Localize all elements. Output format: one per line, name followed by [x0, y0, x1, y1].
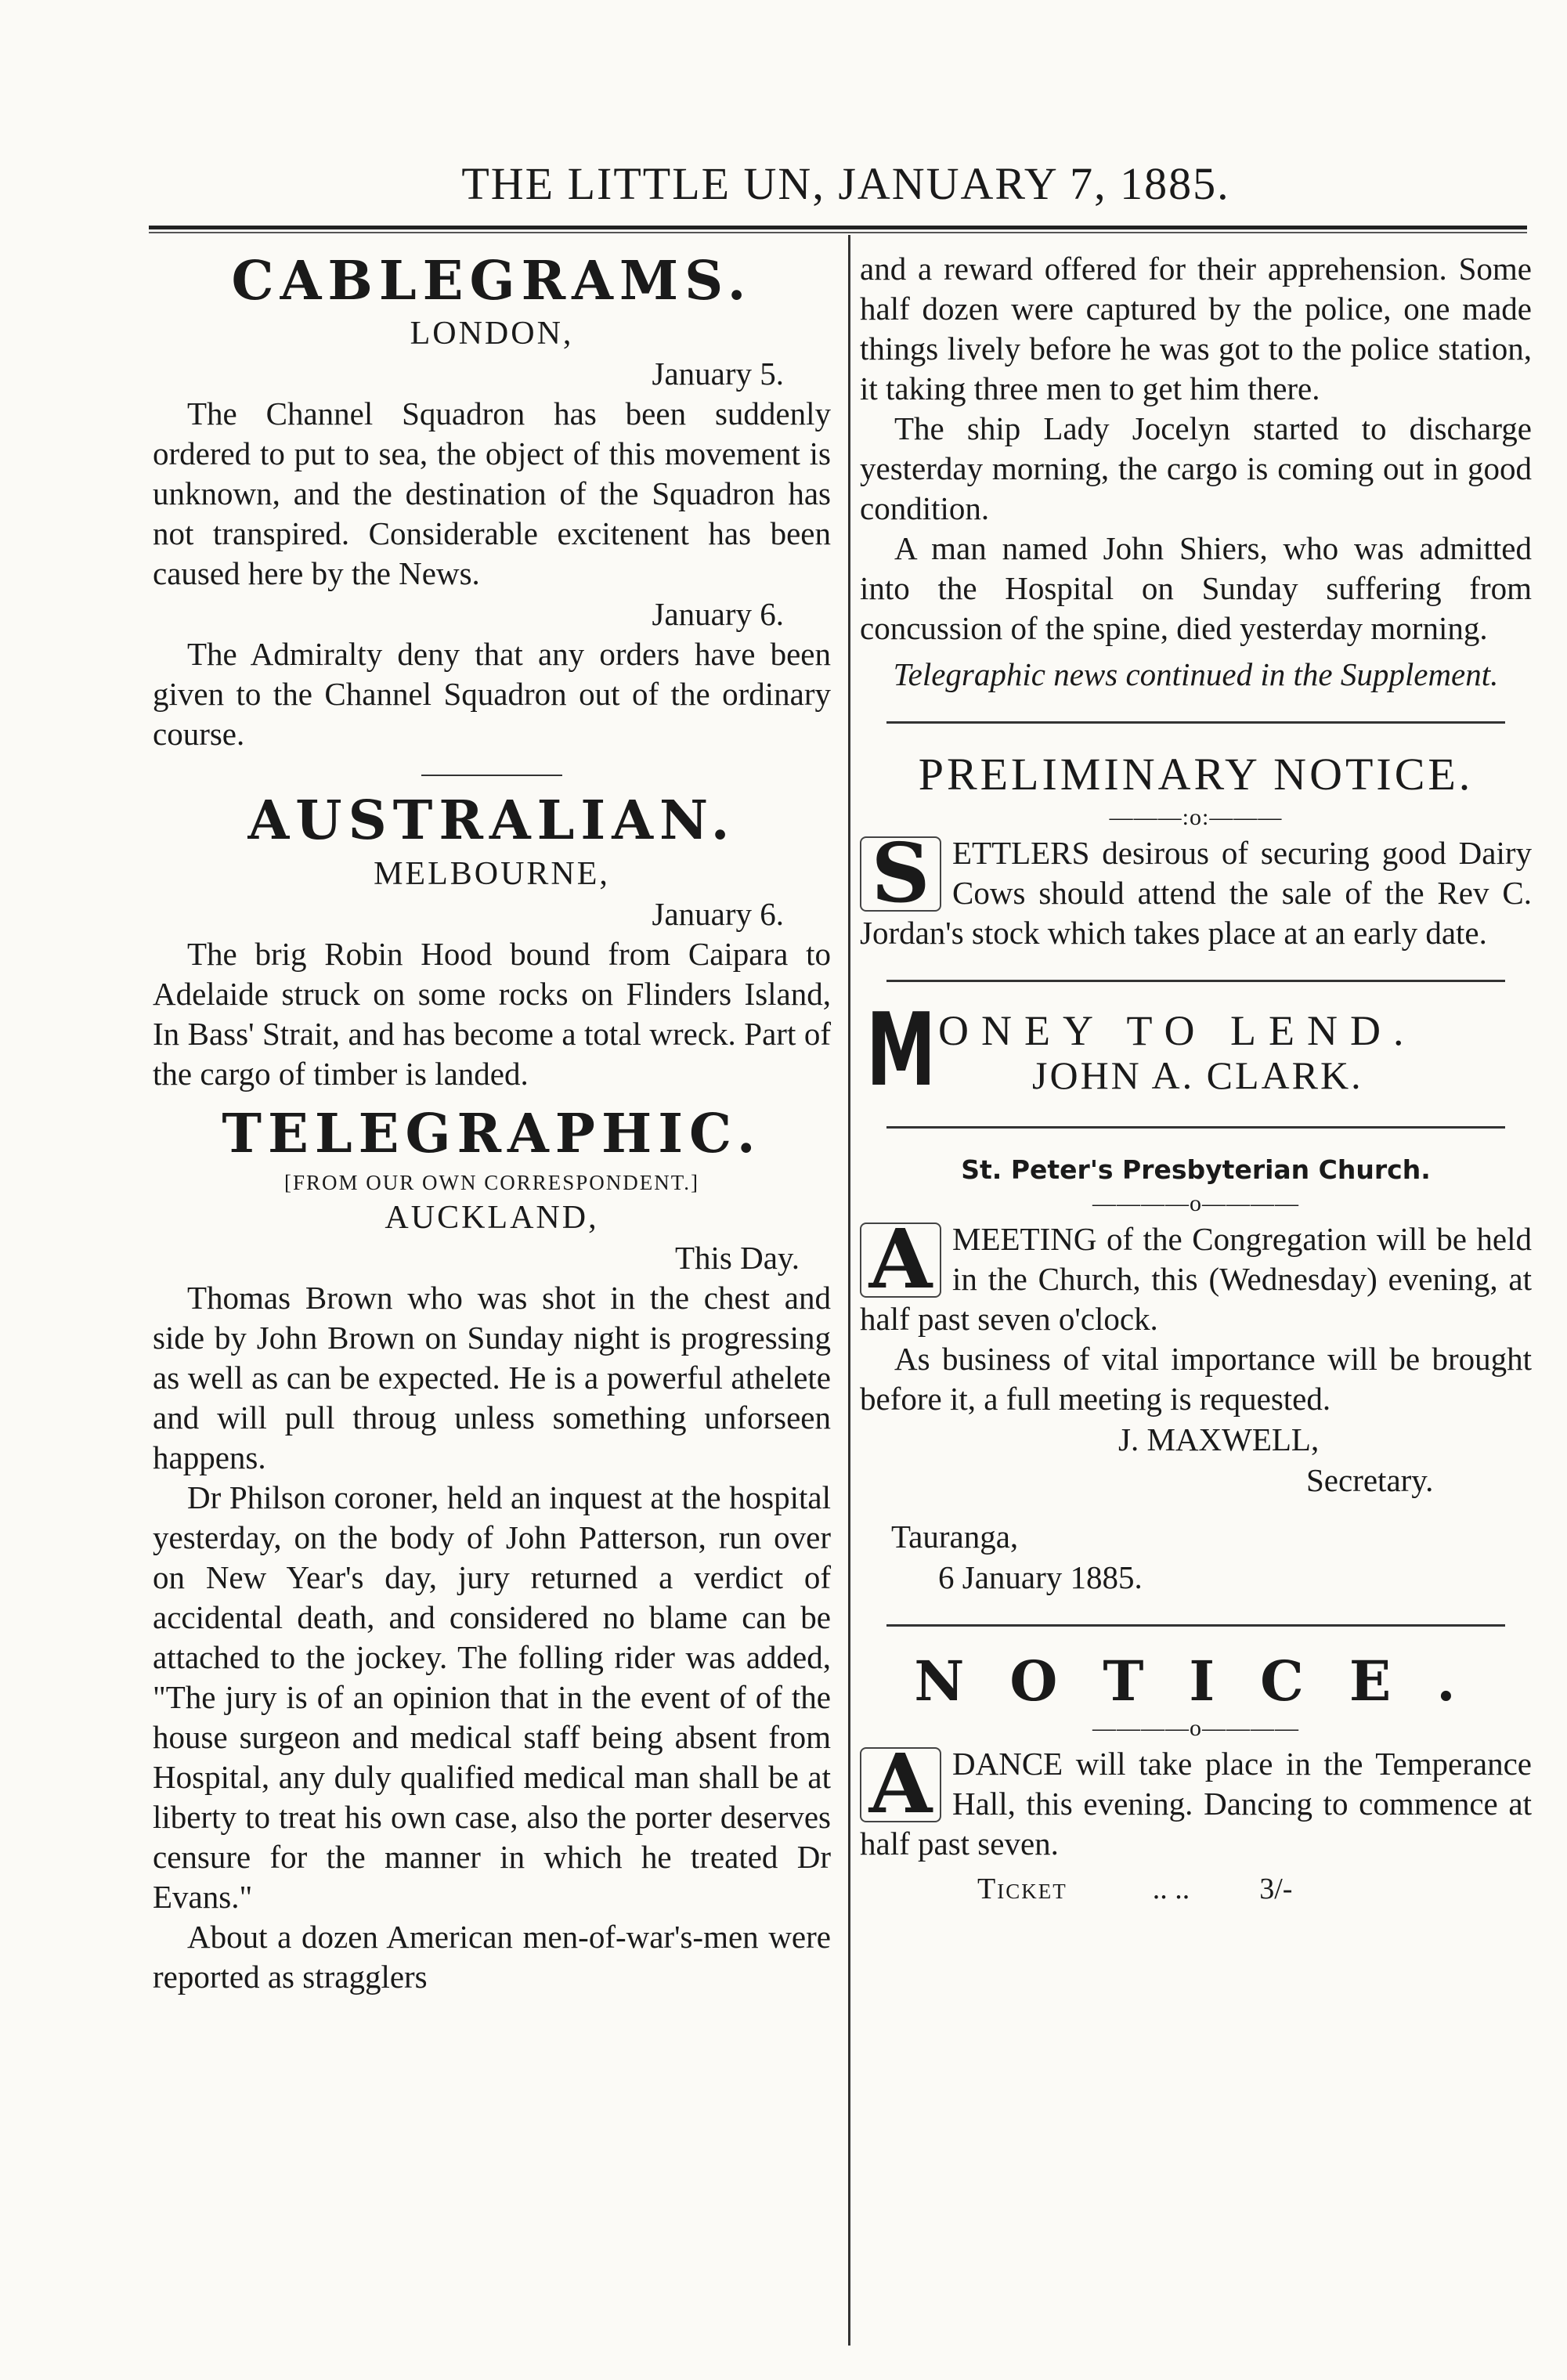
telegraphic-paragraph-5: A man named John Shiers, who was admitted into the Hospital on Sunday suffering from concussion of the spine, died yesterday morning.	[860, 530, 1532, 646]
right-column	[860, 249, 1532, 1909]
dance-notice-title: NOTICE.	[914, 1649, 1501, 1714]
ornament-divider: ————o————	[1092, 1715, 1299, 1741]
cablegrams-date-1: January 5.	[652, 356, 784, 392]
money-initial: M	[866, 992, 937, 1109]
ornament-divider: ———:o:———	[1109, 804, 1283, 830]
church-notice-paragraph-2: As business of vital importance will be brought before it, a full meeting is requested.	[860, 1341, 1532, 1417]
ticket-price-row	[860, 1869, 1532, 1909]
money-line-2: JOHN A. CLARK.	[1032, 1053, 1363, 1097]
dropcap-s: S	[860, 836, 941, 912]
section-rule	[421, 775, 562, 776]
church-notice-title: St. Peter's Presbyterian Church.	[961, 1154, 1431, 1185]
australian-headline: AUSTRALIAN.	[247, 789, 736, 853]
cablegrams-paragraph-2: The Admiralty deny that any orders have been given to the Channel Squadron out of the ordinary course.	[153, 636, 831, 753]
australian-date: January 6.	[652, 895, 784, 932]
money-line-1: ONEY TO LEND.	[938, 1007, 1417, 1054]
dropcap-a: A	[860, 1747, 941, 1822]
dance-notice-text: DANCE will take place in the Temperance Hall, this evening. Dancing to commence at half past seven.	[860, 1746, 1532, 1862]
masthead-rule	[149, 226, 1527, 233]
church-date: 6 January 1885.	[938, 1559, 1143, 1595]
cablegrams-paragraph-1: The Channel Squadron has been suddenly ordered to put to sea, the object of this movement is unknown, and the destination of the Squadron has not transpired. Considerable excitenent has been caused here by the News.	[153, 395, 831, 592]
preliminary-notice-text: ETTLERS desirous of securing good Dairy Cows should attend the sale of the Rev C. Jordan's stock which takes place at an early date.	[860, 835, 1532, 951]
preliminary-notice-title: PRELIMINARY NOTICE.	[918, 749, 1474, 800]
dance-notice-body	[860, 1735, 1532, 1864]
telegraphic-from: [FROM OUR OWN CORRESPONDENT.]	[283, 1171, 700, 1195]
cablegrams-date-2: January 6.	[652, 596, 784, 633]
australian-place: MELBOURNE,	[374, 855, 610, 892]
preliminary-notice-body	[860, 825, 1532, 953]
section-rule	[886, 1624, 1504, 1627]
church-signer: J. MAXWELL,	[1118, 1421, 1320, 1457]
church-place: Tauranga,	[891, 1519, 1019, 1555]
ornament-divider: ————o————	[1092, 1190, 1299, 1216]
telegraphic-paragraph-2: Dr Philson coroner, held an inquest at the hospital yesterday, on the body of John Patterson, run over on New Year's day, jury returned a verdict of accidental death, and considered no blame can be attached to the jockey. The folling rider was added, "The jury is of an opinion that in the event of of the house surgeon and medical staff being absent from Hospital, any duly qualified medical man shall be at liberty to treat his own case, also the porter deserves censure for the manner in which he treated Dr Evans."	[153, 1479, 831, 1916]
telegraphic-headline: TELEGRAPHIC.	[222, 1102, 762, 1165]
ticket-dots: .. ..	[1152, 1873, 1190, 1905]
telegraphic-paragraph-3: About a dozen American men-of-war's-men were reported as stragglers	[153, 1919, 831, 1995]
telegraphic-paragraph-1: Thomas Brown who was shot in the chest and side by John Brown on Sunday night is progressing as well as can be expected. He is a powerful athelete and will pull throug unless something unforseen happens.	[153, 1280, 831, 1476]
telegraphic-date: This Day.	[674, 1240, 800, 1277]
masthead-title: THE LITTLE UN, JANUARY 7, 1885.	[461, 158, 1230, 209]
australian-paragraph: The brig Robin Hood bound from Caipara to Adelaide struck on some rocks on Flinders Island, In Bass' Strait, and has become a total wreck. Part of the cargo of timber is landed.	[153, 935, 831, 1092]
telegraphic-paragraph-4: The ship Lady Jocelyn started to discharge yesterday morning, the cargo is coming out in good condition.	[860, 410, 1532, 526]
section-rule	[886, 721, 1504, 724]
dropcap-a: A	[860, 1223, 941, 1298]
column-divider	[848, 235, 850, 2346]
church-notice-text: MEETING of the Congregation will be held in the Church, this (Wednesday) evening, at half past seven o'clock.	[860, 1221, 1532, 1337]
ticket-price: 3/-	[1259, 1873, 1293, 1905]
ticket-label: Ticket	[977, 1873, 1067, 1905]
church-signer-title: Secretary.	[1306, 1462, 1434, 1498]
left-column	[153, 249, 831, 1997]
section-rule	[886, 1126, 1504, 1129]
telegraphic-continued-note: Telegraphic news continued in the Supplement.	[893, 656, 1499, 692]
section-rule	[886, 980, 1504, 982]
telegraphic-place: AUCKLAND,	[385, 1200, 599, 1237]
telegraphic-paragraph-3-continued: and a reward offered for their apprehension. Some half dozen were captured by the police, one made things lively before he was got to the police station, it taking three men to get him there.	[860, 251, 1532, 406]
money-to-lend-advert	[860, 992, 1532, 1109]
cablegrams-place: LONDON,	[410, 316, 574, 352]
church-notice-body	[860, 1211, 1532, 1339]
cablegrams-headline: CABLEGRAMS.	[231, 250, 753, 312]
